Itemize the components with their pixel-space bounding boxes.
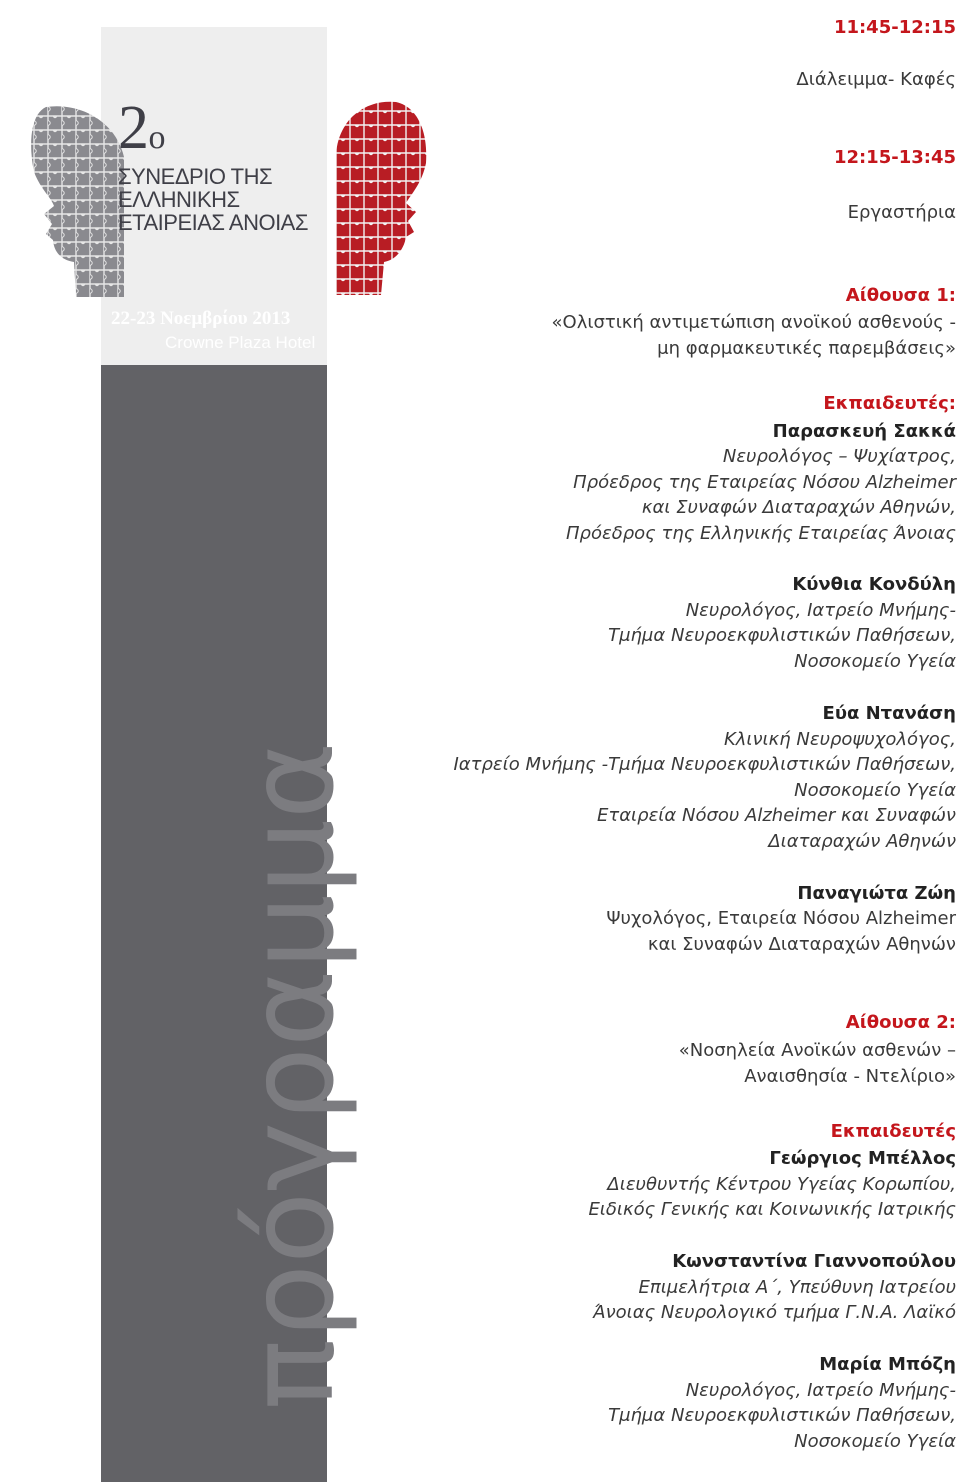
trainer-detail: Νοσοκομείο Υγεία bbox=[794, 1431, 956, 1452]
trainer-detail: Τμήμα Νευροεκφυλιστικών Παθήσεων, bbox=[608, 1405, 956, 1426]
session-title-2: Εργαστήρια bbox=[847, 202, 956, 223]
edition-digit: 2 bbox=[118, 94, 149, 162]
logo-line-2: ΕΛΛΗΝΙΚΗΣ bbox=[118, 187, 240, 212]
trainer-detail: Διευθυντής Κέντρου Υγείας Κορωπίου, bbox=[607, 1174, 956, 1195]
watermark-text bbox=[222, 515, 360, 1415]
trainer-detail: Πρόεδρος της Εταιρείας Νόσου Alzheimer bbox=[573, 472, 956, 493]
room2-title-line-2: Αναισθησία - Ντελίριο» bbox=[744, 1066, 956, 1087]
trainer-name: Μαρία Μπόζη bbox=[819, 1354, 956, 1375]
trainer-detail: Νευρολόγος, Ιατρείο Μνήμης- bbox=[685, 600, 956, 621]
time-slot-2: 12:15-13:45 bbox=[833, 147, 956, 168]
event-venue: Crowne Plaza Hotel bbox=[165, 333, 316, 352]
trainer-detail: Νοσοκομείο Υγεία bbox=[794, 651, 956, 672]
trainer-name: Γεώργιος Μπέλλος bbox=[769, 1148, 956, 1169]
trainer-detail: Ιατρείο Μνήμης -Τμήμα Νευροεκφυλιστικών Παθήσεων, bbox=[453, 754, 956, 775]
trainer-detail: και Συναφών Διαταραχών Αθηνών, bbox=[641, 497, 956, 518]
event-dates: 22-23 Νοεμβρίου 2013 bbox=[111, 308, 291, 329]
trainer-detail: Τμήμα Νευροεκφυλιστικών Παθήσεων, bbox=[608, 625, 956, 646]
trainer-detail: Ειδικός Γενικής και Κοινωνικής Ιατρικής bbox=[588, 1199, 956, 1220]
trainer-name: Εύα Ντανάση bbox=[822, 703, 956, 724]
time-slot-1: 11:45-12:15 bbox=[833, 17, 956, 38]
grey-head-puzzle-icon bbox=[6, 102, 126, 302]
trainer-detail: Ψυχολόγος, Εταιρεία Νόσου Alzheimer bbox=[606, 908, 956, 929]
svg-text:πρόγραμμα: πρόγραμμα bbox=[222, 741, 360, 1410]
trainer-detail: Νοσοκομείο Υγεία bbox=[794, 780, 956, 801]
trainer-detail: Εταιρεία Νόσου Alzheimer και Συναφών bbox=[596, 805, 956, 826]
room1-label: Αίθουσα 1: bbox=[845, 285, 956, 306]
trainer-name: Κωνσταντίνα Γιαννοπούλου bbox=[672, 1251, 956, 1272]
trainer-name: Παρασκευή Σακκά bbox=[772, 421, 956, 442]
room2-title-line-1: «Νοσηλεία Ανοϊκών ασθενών – bbox=[678, 1040, 956, 1061]
room1-title-line-1: «Ολιστική αντιμετώπιση ανοϊκού ασθενούς - bbox=[551, 312, 956, 333]
trainer-detail: και Συναφών Διαταραχών Αθηνών bbox=[647, 934, 956, 955]
room1-trainers-label: Εκπαιδευτές: bbox=[823, 393, 956, 414]
trainer-detail: Κλινική Νευροψυχολόγος, bbox=[723, 729, 956, 750]
trainer-detail: Νευρολόγος – Ψυχίατρος, bbox=[722, 446, 956, 467]
trainer-detail: Νευρολόγος, Ιατρείο Μνήμης- bbox=[685, 1380, 956, 1401]
trainer-detail: Άνοιας Νευρολογικό τμήμα Γ.Ν.Α. Λαϊκό bbox=[593, 1302, 956, 1323]
session-title-1: Διάλειμμα- Καφές bbox=[796, 69, 956, 90]
trainer-name: Παναγιώτα Ζώη bbox=[797, 883, 956, 904]
room2-label: Αίθουσα 2: bbox=[845, 1012, 956, 1033]
edition-number bbox=[118, 94, 165, 162]
trainer-detail: Επιμελήτρια Α΄, Υπεύθυνη Ιατρείου bbox=[638, 1277, 956, 1298]
red-head-puzzle-icon bbox=[336, 97, 441, 297]
trainer-name: Κύνθια Κονδύλη bbox=[792, 574, 956, 595]
room1-title-line-2: μη φαρμακευτικές παρεμβάσεις» bbox=[657, 338, 956, 359]
logo-line-1: ΣΥΝΕΔΡΙΟ ΤΗΣ bbox=[118, 164, 273, 189]
trainer-detail: Διαταραχών Αθηνών bbox=[768, 831, 956, 852]
edition-suffix: ο bbox=[148, 119, 165, 156]
sidebar-band bbox=[101, 27, 360, 1482]
logo-line-3: ΕΤΑΙΡΕΙΑΣ ΑΝΟΙΑΣ bbox=[118, 210, 308, 235]
room2-trainers-label: Εκπαιδευτές bbox=[830, 1121, 956, 1142]
trainer-detail: Πρόεδρος της Ελληνικής Εταιρείας Άνοιας bbox=[566, 523, 956, 544]
